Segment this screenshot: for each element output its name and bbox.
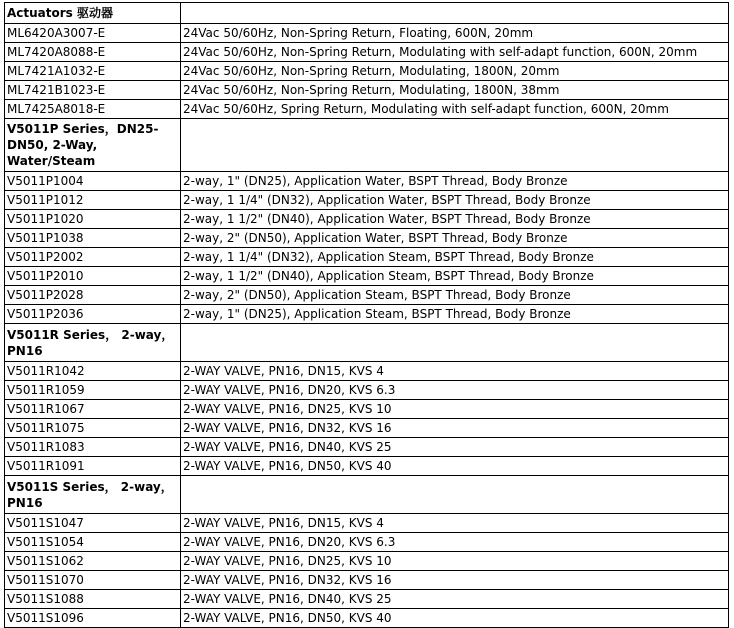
model-code: V5011S1062 — [5, 552, 181, 571]
model-code: V5011P1020 — [5, 210, 181, 229]
model-code: V5011R1075 — [5, 419, 181, 438]
table-row — [5, 248, 729, 267]
table-row — [5, 609, 729, 628]
description: 2-way, 2" (DN50), Application Steam, BSPT Thread, Body Bronze — [181, 286, 729, 305]
model-code: V5011P2028 — [5, 286, 181, 305]
description: 2-way, 1 1/2" (DN40), Application Steam, BSPT Thread, Body Bronze — [181, 267, 729, 286]
model-code: ML7421A1032-E — [5, 62, 181, 81]
table-row — [5, 552, 729, 571]
table-row — [5, 229, 729, 248]
description: 24Vac 50/60Hz, Non-Spring Return, Modulating, 1800N, 20mm — [181, 62, 729, 81]
model-code: V5011R1067 — [5, 400, 181, 419]
model-code: V5011P2002 — [5, 248, 181, 267]
section-title: V5011P Series，DN25-DN50, 2-Way, Water/Steam — [5, 119, 181, 172]
description: 24Vac 50/60Hz, Non-Spring Return, Modulating, 1800N, 38mm — [181, 81, 729, 100]
table-row — [5, 24, 729, 43]
description: 2-WAY VALVE, PN16, DN15, KVS 4 — [181, 362, 729, 381]
description: 2-WAY VALVE, PN16, DN20, KVS 6.3 — [181, 381, 729, 400]
model-code: V5011S1096 — [5, 609, 181, 628]
model-code: V5011R1091 — [5, 457, 181, 476]
description: 2-way, 2" (DN50), Application Water, BSPT Thread, Body Bronze — [181, 229, 729, 248]
table-row — [5, 286, 729, 305]
description: 24Vac 50/60Hz, Non-Spring Return, Modulating with self-adapt function, 600N, 20mm — [181, 43, 729, 62]
description — [181, 476, 729, 514]
description: 2-WAY VALVE, PN16, DN15, KVS 4 — [181, 514, 729, 533]
model-code: V5011R1083 — [5, 438, 181, 457]
table-row — [5, 590, 729, 609]
description: 2-way, 1 1/4" (DN32), Application Water, BSPT Thread, Body Bronze — [181, 191, 729, 210]
description: 24Vac 50/60Hz, Spring Return, Modulating with self-adapt function, 600N, 20mm — [181, 100, 729, 119]
description: 2-WAY VALVE, PN16, DN40, KVS 25 — [181, 438, 729, 457]
description: 2-way, 1 1/2" (DN40), Application Water, BSPT Thread, Body Bronze — [181, 210, 729, 229]
model-code: V5011S1088 — [5, 590, 181, 609]
model-code: ML7421B1023-E — [5, 81, 181, 100]
description: 2-WAY VALVE, PN16, DN50, KVS 40 — [181, 457, 729, 476]
section-header-row — [5, 324, 729, 362]
description: 2-WAY VALVE, PN16, DN32, KVS 16 — [181, 419, 729, 438]
table-row — [5, 305, 729, 324]
table-row — [5, 362, 729, 381]
section-title: Actuators 驱动器 — [5, 3, 181, 24]
description: 24Vac 50/60Hz, Non-Spring Return, Floating, 600N, 20mm — [181, 24, 729, 43]
table-row — [5, 438, 729, 457]
description: 2-WAY VALVE, PN16, DN40, KVS 25 — [181, 590, 729, 609]
product-table — [4, 2, 729, 628]
description: 2-WAY VALVE, PN16, DN25, KVS 10 — [181, 552, 729, 571]
table-row — [5, 191, 729, 210]
table-row — [5, 172, 729, 191]
table-row — [5, 210, 729, 229]
model-code: ML7425A8018-E — [5, 100, 181, 119]
section-header-row — [5, 3, 729, 24]
table-row — [5, 81, 729, 100]
table-row — [5, 381, 729, 400]
model-code: V5011P1038 — [5, 229, 181, 248]
section-header-row — [5, 119, 729, 172]
description: 2-way, 1 1/4" (DN32), Application Steam, BSPT Thread, Body Bronze — [181, 248, 729, 267]
table-row — [5, 533, 729, 552]
product-table-body — [5, 3, 729, 628]
table-row — [5, 267, 729, 286]
table-row — [5, 62, 729, 81]
model-code: V5011S1054 — [5, 533, 181, 552]
table-row — [5, 43, 729, 62]
table-row — [5, 400, 729, 419]
table-row — [5, 100, 729, 119]
model-code: V5011R1059 — [5, 381, 181, 400]
model-code: V5011S1070 — [5, 571, 181, 590]
model-code: V5011P1004 — [5, 172, 181, 191]
model-code: ML7420A8088-E — [5, 43, 181, 62]
section-title: V5011R Series， 2-way，PN16 — [5, 324, 181, 362]
description: 2-way, 1" (DN25), Application Water, BSPT Thread, Body Bronze — [181, 172, 729, 191]
model-code: V5011P2036 — [5, 305, 181, 324]
table-row — [5, 457, 729, 476]
model-code: ML6420A3007-E — [5, 24, 181, 43]
section-title: V5011S Series， 2-way，PN16 — [5, 476, 181, 514]
table-row — [5, 571, 729, 590]
description — [181, 3, 729, 24]
description — [181, 324, 729, 362]
description: 2-WAY VALVE, PN16, DN50, KVS 40 — [181, 609, 729, 628]
table-row — [5, 514, 729, 533]
model-code: V5011R1042 — [5, 362, 181, 381]
description: 2-WAY VALVE, PN16, DN32, KVS 16 — [181, 571, 729, 590]
description — [181, 119, 729, 172]
model-code: V5011P1012 — [5, 191, 181, 210]
description: 2-WAY VALVE, PN16, DN20, KVS 6.3 — [181, 533, 729, 552]
description: 2-way, 1" (DN25), Application Steam, BSPT Thread, Body Bronze — [181, 305, 729, 324]
table-row — [5, 419, 729, 438]
model-code: V5011P2010 — [5, 267, 181, 286]
model-code: V5011S1047 — [5, 514, 181, 533]
section-header-row — [5, 476, 729, 514]
description: 2-WAY VALVE, PN16, DN25, KVS 10 — [181, 400, 729, 419]
